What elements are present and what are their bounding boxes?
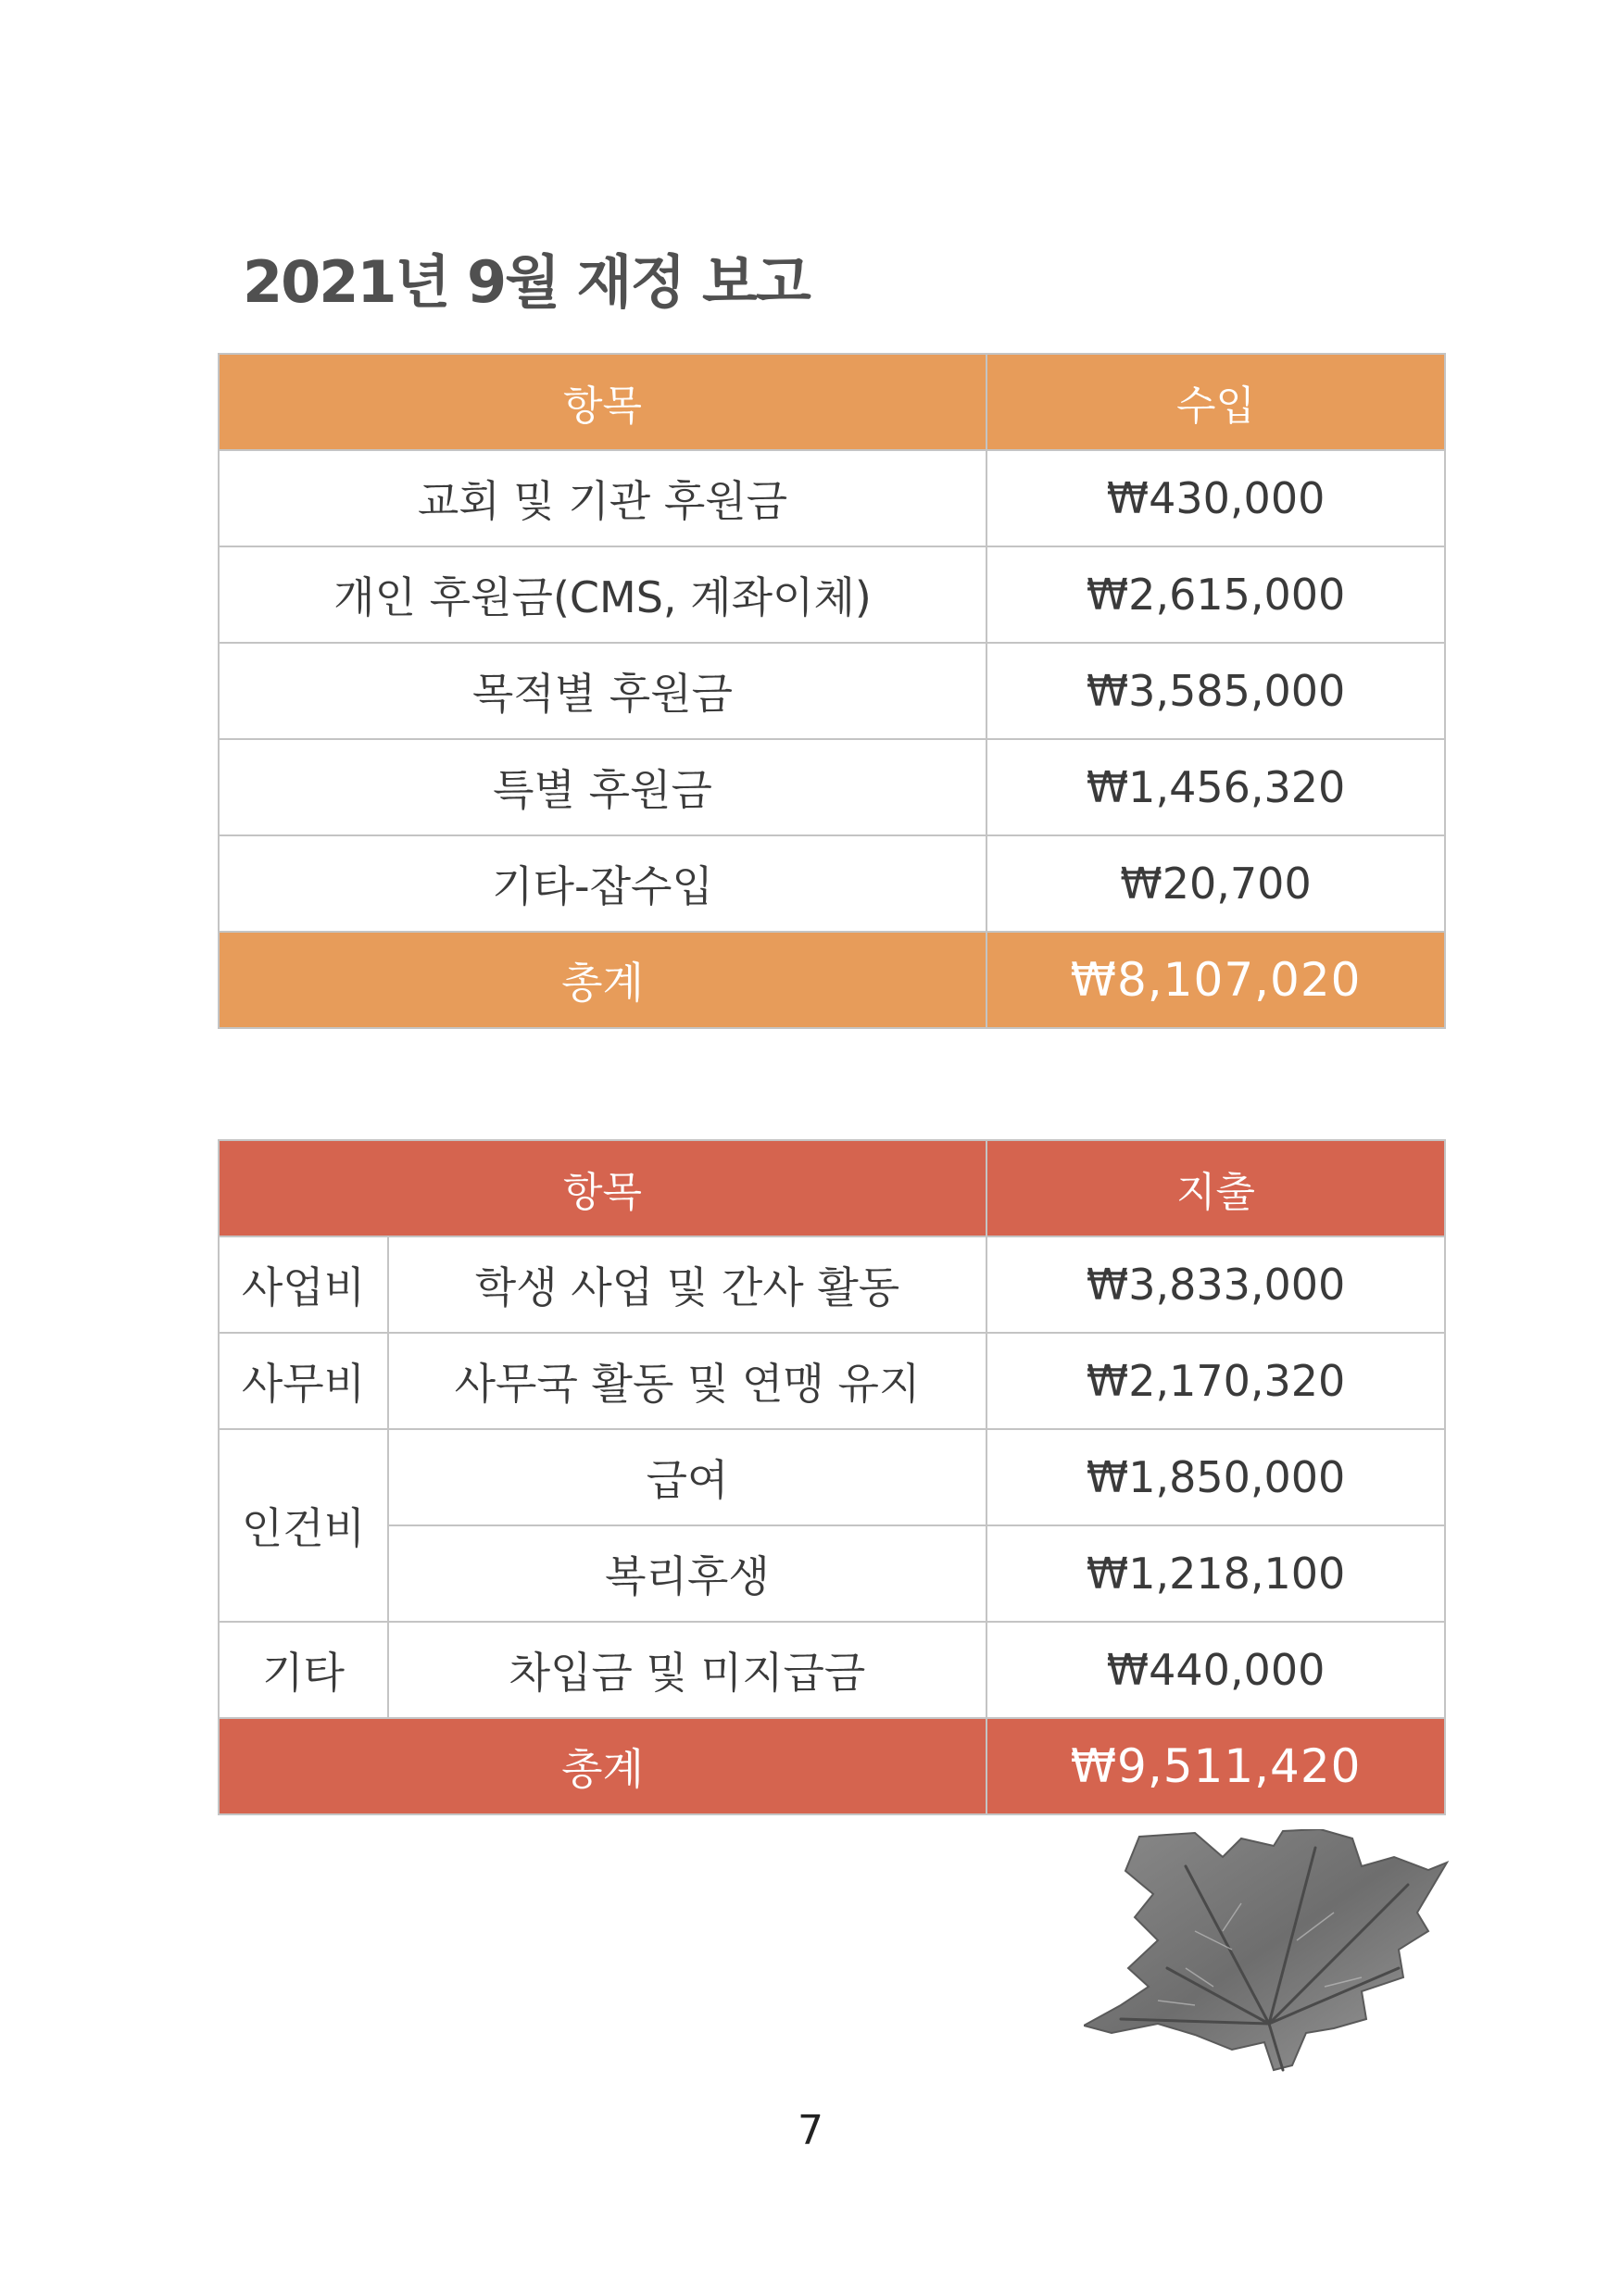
income-amount: ₩430,000 [986,450,1445,546]
expense-total-label: 총계 [219,1718,986,1814]
income-amount: ₩3,585,000 [986,643,1445,739]
table-row [219,739,1445,835]
income-item: 목적별 후원금 [219,643,986,739]
income-header-row [219,354,1445,450]
expense-category: 사무비 [219,1333,388,1429]
expense-amount: ₩1,850,000 [986,1429,1445,1525]
expense-amount: ₩440,000 [986,1622,1445,1718]
table-row [219,835,1445,932]
expense-category: 인건비 [219,1429,388,1622]
expense-item: 급여 [388,1429,986,1525]
expense-header-amount: 지출 [986,1140,1445,1236]
table-row [219,1236,1445,1333]
maple-leaf-icon [1084,1829,1454,2079]
income-amount: ₩20,700 [986,835,1445,932]
table-row [219,1622,1445,1718]
expense-total-amount: ₩9,511,420 [986,1718,1445,1814]
income-item: 개인 후원금(CMS, 계좌이체) [219,546,986,643]
expense-table [218,1139,1446,1815]
income-item: 기타-잡수입 [219,835,986,932]
expense-item: 학생 사업 및 간사 활동 [388,1236,986,1333]
income-item: 교회 및 기관 후원금 [219,450,986,546]
expense-category: 기타 [219,1622,388,1718]
expense-header-item: 항목 [219,1140,986,1236]
income-table [218,353,1446,1029]
income-amount: ₩1,456,320 [986,739,1445,835]
expense-amount: ₩3,833,000 [986,1236,1445,1333]
expense-item: 사무국 활동 및 연맹 유지 [388,1333,986,1429]
table-row [219,1525,1445,1622]
income-total-row [219,932,1445,1028]
table-row [219,1333,1445,1429]
expense-total-row [219,1718,1445,1814]
table-row [219,1429,1445,1525]
page-number: 7 [798,2107,823,2154]
expense-item: 복리후생 [388,1525,986,1622]
table-row [219,450,1445,546]
expense-amount: ₩2,170,320 [986,1333,1445,1429]
expense-amount: ₩1,218,100 [986,1525,1445,1622]
income-header-amount: 수입 [986,354,1445,450]
expense-item: 차입금 및 미지급금 [388,1622,986,1718]
income-total-amount: ₩8,107,020 [986,932,1445,1028]
expense-header-row [219,1140,1445,1236]
income-amount: ₩2,615,000 [986,546,1445,643]
expense-category: 사업비 [219,1236,388,1333]
income-header-item: 항목 [219,354,986,450]
page-title: 2021년 9월 재정 보고 [243,248,810,316]
table-row [219,546,1445,643]
income-item: 특별 후원금 [219,739,986,835]
income-total-label: 총계 [219,932,986,1028]
table-row [219,643,1445,739]
